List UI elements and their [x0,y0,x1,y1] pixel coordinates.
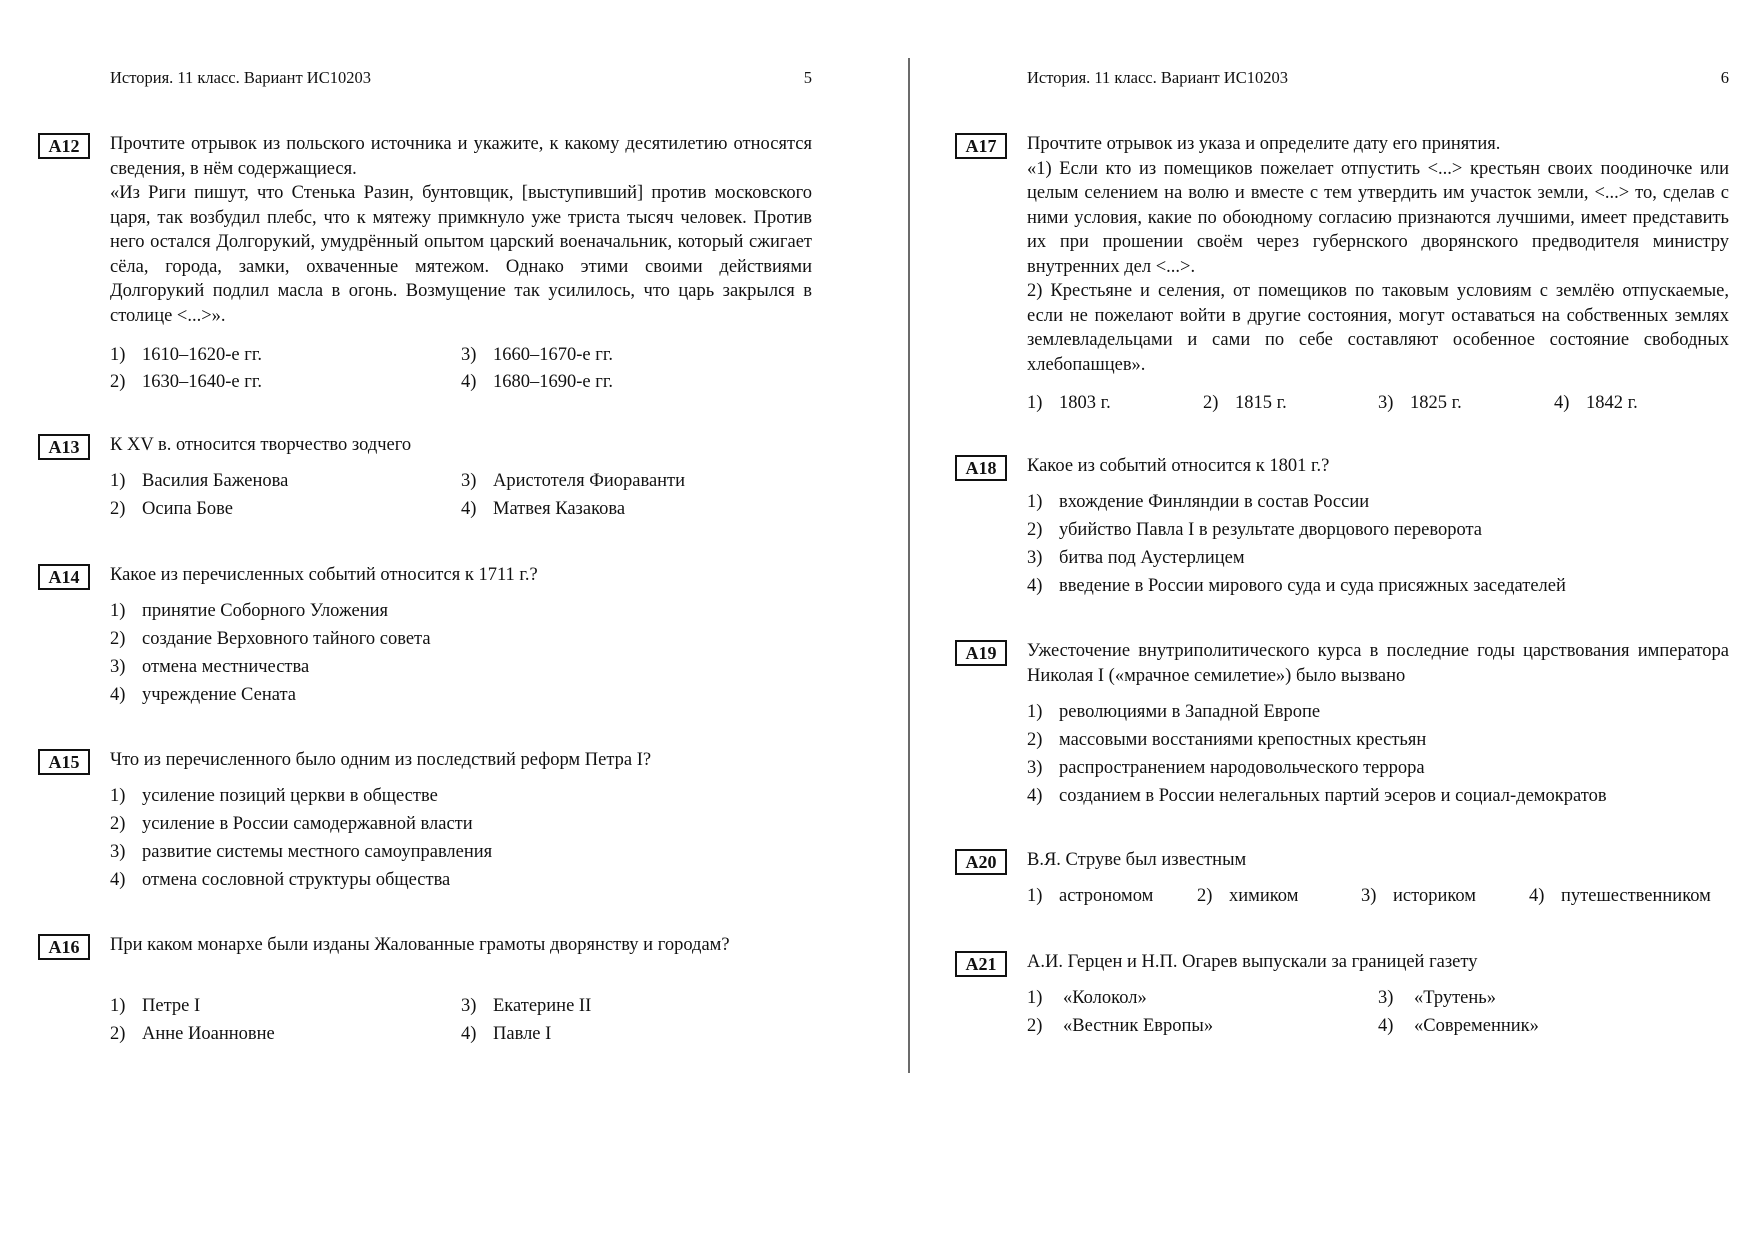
question-prompt: Ужесточение внутриполитического курса в последние годы царствования императора Николая I («мрачное семилетие») было вызвано [1027,641,1729,686]
page-header [110,68,812,88]
source-quote: 2) Крестьяне и селения, от помещиков по таковым условиям с землёю отпускаемые, если не пожелают войти в другие состояния, могут оставаться на собственных землях землевладельцами и сами по себе составляют особенное состояние свободных хлебопашцев». [1027,281,1729,375]
question-label: А12 [38,133,90,159]
header-title: История. 11 класс. Вариант ИС10203 [1027,68,1288,87]
answer-option[interactable]: 2) массовыми восстаниями крепостных крестьян [1027,730,1427,750]
answer-option[interactable]: 2) 1630–1640-е гг. [110,372,262,392]
page-header [1027,68,1729,88]
answer-option[interactable]: 3) развитие системы местного самоуправления [110,842,493,862]
answer-option[interactable]: 2) Осипа Бове [110,499,233,519]
question-prompt: Какое из перечисленных событий относится к 1711 г.? [110,565,538,585]
page-divider [908,58,910,1073]
answer-option[interactable]: 1) вхождение Финляндии в состав России [1027,492,1370,512]
answer-option[interactable]: 4) Павле I [461,1024,552,1044]
question-prompt: Какое из событий относится к 1801 г.? [1027,456,1330,476]
question-prompt: Прочтите отрывок из польского источника и укажите, к какому десятилетию относятся сведения, в нём содержащиеся. [110,134,812,179]
answer-option[interactable]: 4) «Современник» [1378,1016,1539,1036]
question-prompt: Прочтите отрывок из указа и определите дату его принятия. [1027,134,1501,154]
question-label: А20 [955,849,1007,875]
answer-option[interactable]: 4) учреждение Сената [110,685,296,705]
question-prompt: При каком монархе были изданы Жалованные грамоты дворянству и городам? [110,935,730,955]
answer-option[interactable]: 4) 1842 г. [1554,393,1638,413]
question-label: А15 [38,749,90,775]
answer-option[interactable]: 1) 1803 г. [1027,393,1111,413]
answer-option[interactable]: 3) Екатерине II [461,996,592,1016]
question-label: А16 [38,934,90,960]
answer-option[interactable]: 4) Матвея Казакова [461,499,626,519]
answer-option[interactable]: 2) создание Верховного тайного совета [110,629,431,649]
answer-option[interactable]: 3) историком [1361,886,1477,906]
question-label: А19 [955,640,1007,666]
source-quote: «1) Если кто из помещиков пожелает отпустить <...> крестьян своих поодиночке или целым селением на волю и вместе с тем утвердить им участок земли, <...> то, сделав с ними условия, какие по обоюдному согласию признаются лучшими, имеет представить их при прошении своём через губернского дворянского предводителя министру внутренних дел <...>. [1027,158,1729,277]
answer-option[interactable]: 2) усиление в России самодержавной власти [110,814,473,834]
answer-option[interactable]: 1) Петре I [110,996,201,1016]
question-label: А13 [38,434,90,460]
answer-option[interactable]: 1) 1610–1620-е гг. [110,345,262,365]
question-prompt: Что из перечисленного было одним из последствий реформ Петра I? [110,750,652,770]
answer-option[interactable]: 4) 1680–1690-е гг. [461,372,613,392]
answer-option[interactable]: 2) убийство Павла I в результате дворцового переворота [1027,520,1482,540]
page-number: 5 [803,68,812,87]
question-text [1027,132,1729,377]
question-label: А18 [955,455,1007,481]
answer-option[interactable]: 3) битва под Аустерлицем [1027,548,1245,568]
answer-option[interactable]: 3) отмена местничества [110,657,310,677]
question-label: А17 [955,133,1007,159]
answer-option[interactable]: 1) астрономом [1027,886,1154,906]
answer-option[interactable]: 3) 1660–1670-е гг. [461,345,613,365]
answer-option[interactable]: 2) «Вестник Европы» [1027,1016,1214,1036]
right-page [955,0,1730,1239]
answer-option[interactable]: 4) введение в России мирового суда и суда присяжных заседателей [1027,576,1566,596]
answer-option[interactable]: 4) отмена сословной структуры общества [110,870,451,890]
question-prompt: А.И. Герцен и Н.П. Огарев выпускали за границей газету [1027,952,1478,972]
answer-option[interactable]: 3) распространением народовольческого террора [1027,758,1425,778]
answer-option[interactable]: 1) принятие Соборного Уложения [110,601,389,621]
question-text [110,132,812,328]
question-label: А21 [955,951,1007,977]
question-prompt: В.Я. Струве был известным [1027,850,1247,870]
header-title: История. 11 класс. Вариант ИС10203 [110,68,371,87]
page-number: 6 [1720,68,1729,87]
answer-option[interactable]: 2) 1815 г. [1203,393,1287,413]
answer-option[interactable]: 3) «Трутень» [1378,988,1496,1008]
question-prompt: К XV в. относится творчество зодчего [110,435,412,455]
answer-option[interactable]: 4) путешественником [1529,886,1711,906]
answer-option[interactable]: 1) Василия Баженова [110,471,289,491]
answer-option[interactable]: 3) Аристотеля Фиораванти [461,471,686,491]
answer-option[interactable]: 1) усиление позиций церкви в обществе [110,786,438,806]
answer-option[interactable]: 3) 1825 г. [1378,393,1462,413]
question-label: А14 [38,564,90,590]
answer-option[interactable]: 2) химиком [1197,886,1299,906]
left-page [38,0,813,1239]
answer-option[interactable]: 2) Анне Иоанновне [110,1024,275,1044]
answer-option[interactable]: 4) созданием в России нелегальных партий эсеров и социал-демократов [1027,786,1607,806]
answer-option[interactable]: 1) революциями в Западной Европе [1027,702,1321,722]
source-quote: «Из Риги пишут, что Стенька Разин, бунтовщик, [выступивший] против московского царя, так возбудил плебс, что к мятежу примкнуло уже триста тысяч человек. Против него остался Долгорукий, умудрённый опытом царский военачальник, который сжигает сёла, города, замки, охваченные мятежом. Однако этими своими действиями Долгорукий подлил масла в огонь. Возмущение так усилилось, что царь закрылся в столице <...>». [110,183,812,326]
answer-option[interactable]: 1) «Колокол» [1027,988,1147,1008]
